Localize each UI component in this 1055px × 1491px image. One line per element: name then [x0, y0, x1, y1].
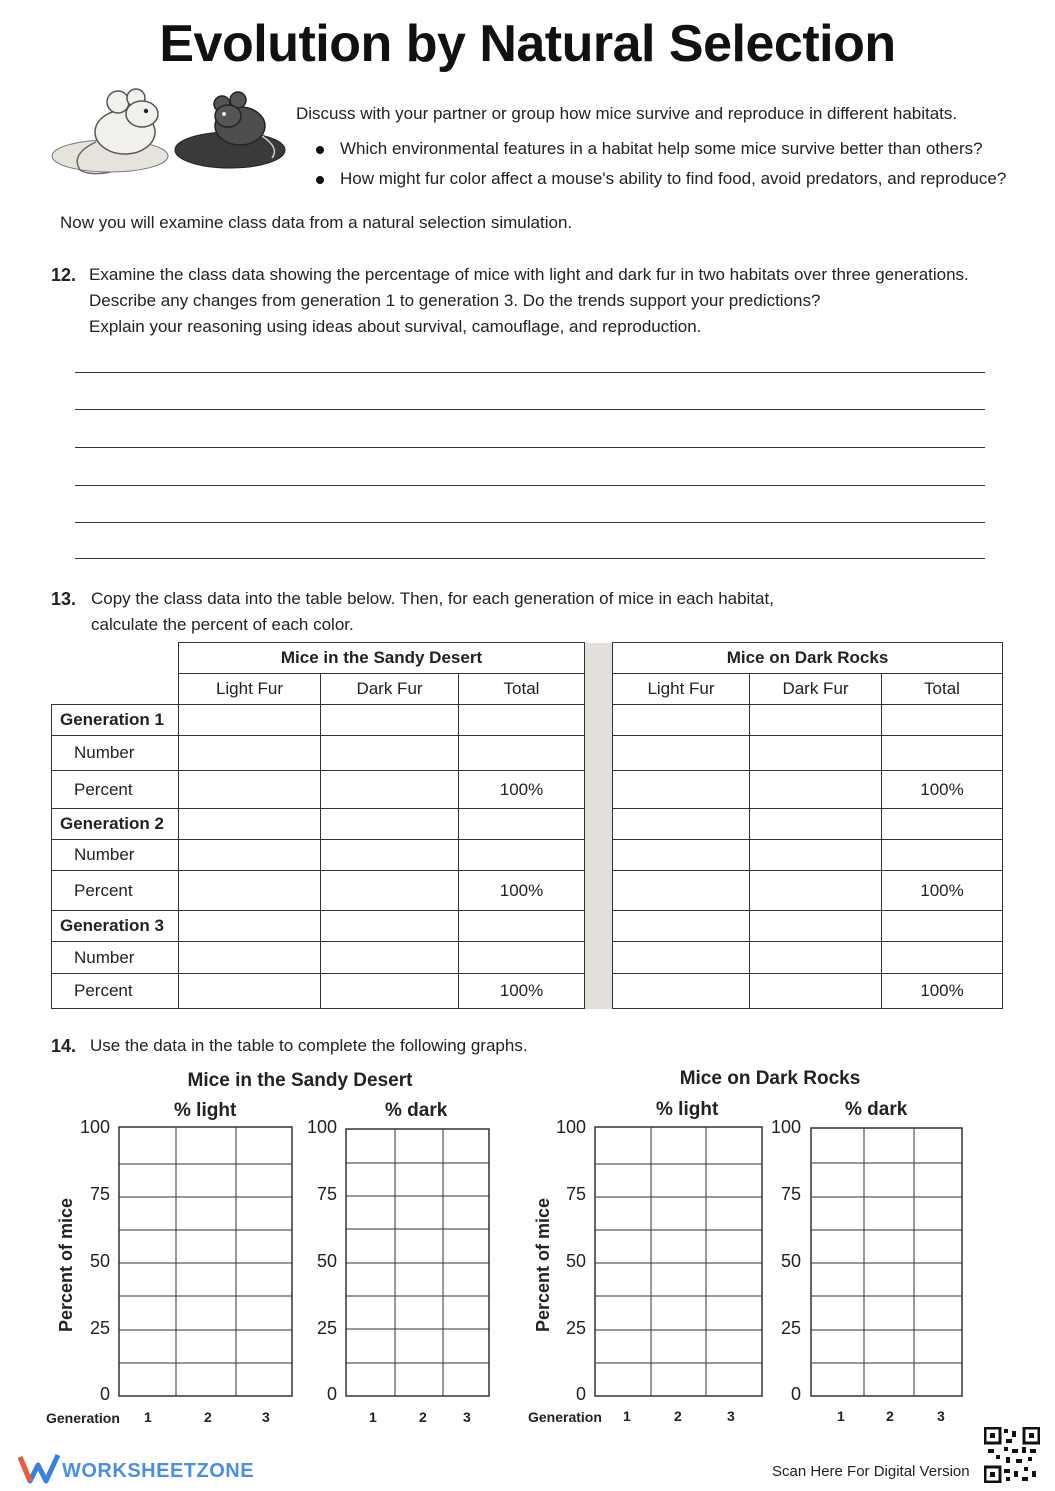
- table-cell[interactable]: [179, 840, 321, 871]
- y-tick: 100: [79, 1117, 110, 1137]
- table-cell[interactable]: [750, 942, 882, 974]
- x-tick: 3: [937, 1408, 945, 1424]
- row-label: Percent: [52, 771, 179, 809]
- table-cell[interactable]: [613, 911, 750, 942]
- question-number: 12.: [51, 265, 77, 285]
- row-label: Number: [52, 736, 179, 771]
- x-tick: 3: [262, 1409, 270, 1425]
- table-cell[interactable]: [882, 840, 1003, 871]
- x-tick: 3: [463, 1409, 471, 1425]
- y-tick: 75: [780, 1184, 801, 1204]
- table-cell[interactable]: [459, 705, 585, 736]
- y-tick: 0: [575, 1384, 586, 1404]
- graph-label-dark: % dark: [385, 1100, 448, 1121]
- answer-line[interactable]: [75, 522, 985, 523]
- table-cell[interactable]: [321, 974, 459, 1009]
- table-cell[interactable]: [750, 840, 882, 871]
- answer-line[interactable]: [75, 409, 985, 410]
- question-number: 14.: [51, 1036, 77, 1056]
- x-tick: 1: [369, 1409, 377, 1425]
- column-header: Total: [882, 674, 1003, 705]
- total-percent: 100%: [882, 974, 1003, 1009]
- table-cell[interactable]: [882, 911, 1003, 942]
- answer-line[interactable]: [75, 485, 985, 486]
- y-tick: 75: [565, 1184, 586, 1204]
- bullet-icon: [316, 146, 324, 154]
- scan-text: Scan Here For Digital Version: [772, 1463, 970, 1480]
- x-tick: 2: [419, 1409, 427, 1425]
- table-cell[interactable]: [459, 736, 585, 771]
- x-tick: 2: [204, 1409, 212, 1425]
- table-cell[interactable]: [613, 771, 750, 809]
- y-axis-label: Percent of mice: [56, 1197, 76, 1332]
- x-tick: 1: [837, 1408, 845, 1424]
- table-cell[interactable]: [613, 840, 750, 871]
- y-tick: 0: [99, 1384, 110, 1404]
- table-cell[interactable]: [750, 736, 882, 771]
- table-cell[interactable]: [321, 705, 459, 736]
- y-tick: 50: [316, 1251, 337, 1271]
- column-header: Dark Fur: [321, 674, 459, 705]
- answer-line[interactable]: [75, 372, 985, 373]
- question-text: Use the data in the table to complete the following graphs.: [90, 1036, 528, 1055]
- total-percent: 100%: [459, 974, 585, 1009]
- y-tick: 50: [780, 1251, 801, 1271]
- brand-name: WORKSHEETZONE: [62, 1460, 255, 1482]
- y-tick: 0: [326, 1384, 337, 1404]
- graph-group-title: Mice in the Sandy Desert: [187, 1070, 413, 1091]
- y-tick: 25: [565, 1318, 586, 1338]
- table-cell[interactable]: [882, 705, 1003, 736]
- mice-illustration: [50, 84, 290, 184]
- column-header: Dark Fur: [750, 674, 882, 705]
- question-text: Examine the class data showing the percentage of mice with light and dark fur in two habitats over three generations. Describe any changes from generation 1 to generation 3. Do the trends support your predictions? Explain your reasoning using ideas about survival, camouflage, and reproduction.: [89, 265, 969, 336]
- table-cell[interactable]: [179, 871, 321, 911]
- table-cell[interactable]: [613, 974, 750, 1009]
- table-cell[interactable]: [179, 705, 321, 736]
- table-cell[interactable]: [459, 809, 585, 840]
- generation-label: Generation 1: [52, 705, 179, 736]
- y-tick: 100: [770, 1117, 801, 1137]
- table-cell[interactable]: [750, 974, 882, 1009]
- question-number: 13.: [51, 589, 77, 609]
- answer-line[interactable]: [75, 558, 985, 559]
- row-label: Percent: [52, 871, 179, 911]
- row-label: Percent: [52, 974, 179, 1009]
- generation-label: Generation 3: [52, 911, 179, 942]
- y-tick: 75: [316, 1184, 337, 1204]
- table-cell[interactable]: [459, 942, 585, 974]
- total-percent: 100%: [459, 771, 585, 809]
- column-header: Light Fur: [179, 674, 321, 705]
- intro-text: Discuss with your partner or group how mice survive and reproduce in different habitats.: [296, 104, 958, 123]
- bullet-icon: [316, 176, 324, 184]
- graph-rocks-dark[interactable]: [810, 1127, 964, 1398]
- graph-group-title: Mice on Dark Rocks: [679, 1068, 861, 1089]
- table-cell[interactable]: [321, 840, 459, 871]
- y-tick: 100: [306, 1117, 337, 1137]
- graph-sandy-dark[interactable]: [345, 1128, 491, 1398]
- x-tick: 1: [623, 1408, 631, 1424]
- graph-rocks-light[interactable]: [594, 1126, 764, 1398]
- table-cell[interactable]: [882, 809, 1003, 840]
- page-title: Evolution by Natural Selection: [159, 15, 896, 73]
- table-cell[interactable]: [179, 911, 321, 942]
- y-tick: 25: [89, 1318, 110, 1338]
- table-cell[interactable]: [321, 809, 459, 840]
- table-cell[interactable]: [882, 942, 1003, 974]
- table-cell[interactable]: [613, 736, 750, 771]
- instruction-text: Now you will examine class data from a natural selection simulation.: [60, 213, 573, 232]
- table-cell[interactable]: [613, 942, 750, 974]
- table-cell[interactable]: [750, 911, 882, 942]
- table-cell[interactable]: [613, 871, 750, 911]
- bullet-item: How might fur color affect a mouse's ability to find food, avoid predators, and reproduce?: [316, 169, 1006, 189]
- y-tick: 25: [780, 1318, 801, 1338]
- x-tick: 2: [674, 1408, 682, 1424]
- table-cell[interactable]: [613, 705, 750, 736]
- column-header: Light Fur: [613, 674, 750, 705]
- y-tick: 75: [89, 1184, 110, 1204]
- table-cell[interactable]: [459, 840, 585, 871]
- y-tick: 50: [89, 1251, 110, 1271]
- column-header: Total: [459, 674, 585, 705]
- graph-label-light: % light: [656, 1099, 719, 1120]
- table-cell[interactable]: [613, 809, 750, 840]
- x-axis-label: Generation: [46, 1410, 120, 1426]
- y-axis-label: Percent of mice: [533, 1197, 553, 1332]
- answer-line[interactable]: [75, 447, 985, 448]
- table-cell[interactable]: [321, 771, 459, 809]
- table-cell[interactable]: [750, 809, 882, 840]
- table-cell[interactable]: [179, 736, 321, 771]
- table-cell[interactable]: [882, 736, 1003, 771]
- x-tick: 2: [886, 1408, 894, 1424]
- table-cell[interactable]: [179, 942, 321, 974]
- table-cell[interactable]: [179, 974, 321, 1009]
- table-cell[interactable]: [179, 771, 321, 809]
- row-label: Number: [52, 942, 179, 974]
- data-table: [51, 642, 1003, 1009]
- graph-sandy-light[interactable]: [118, 1126, 294, 1398]
- table-cell[interactable]: [750, 705, 882, 736]
- table-cell[interactable]: [321, 911, 459, 942]
- table-cell[interactable]: [179, 809, 321, 840]
- bullet-item: Which environmental features in a habitat help some mice survive better than others?: [316, 139, 983, 159]
- y-tick: 0: [790, 1384, 801, 1404]
- table-cell[interactable]: [750, 871, 882, 911]
- x-tick: 1: [144, 1409, 152, 1425]
- table-cell[interactable]: [321, 736, 459, 771]
- x-tick: 3: [727, 1408, 735, 1424]
- total-percent: 100%: [882, 771, 1003, 809]
- x-axis-label: Generation: [528, 1409, 602, 1425]
- qr-code-icon[interactable]: [984, 1427, 1040, 1483]
- table-cell[interactable]: [321, 871, 459, 911]
- table-header-dark-rocks: Mice on Dark Rocks: [613, 643, 1003, 674]
- table-cell[interactable]: [750, 771, 882, 809]
- table-header-sandy-desert: Mice in the Sandy Desert: [179, 643, 585, 674]
- table-divider: [585, 643, 613, 1009]
- total-percent: 100%: [882, 871, 1003, 911]
- question-text: Copy the class data into the table below. Then, for each generation of mice in each habitat, calculate the percent of each color.: [91, 589, 774, 634]
- y-tick: 25: [316, 1318, 337, 1338]
- worksheetzone-logo-icon: [18, 1453, 60, 1485]
- row-label: Number: [52, 840, 179, 871]
- table-cell[interactable]: [459, 911, 585, 942]
- graph-label-light: % light: [174, 1100, 237, 1121]
- table-cell[interactable]: [321, 942, 459, 974]
- y-tick: 100: [555, 1117, 586, 1137]
- generation-label: Generation 2: [52, 809, 179, 840]
- graph-label-dark: % dark: [845, 1099, 908, 1120]
- total-percent: 100%: [459, 871, 585, 911]
- y-tick: 50: [565, 1251, 586, 1271]
